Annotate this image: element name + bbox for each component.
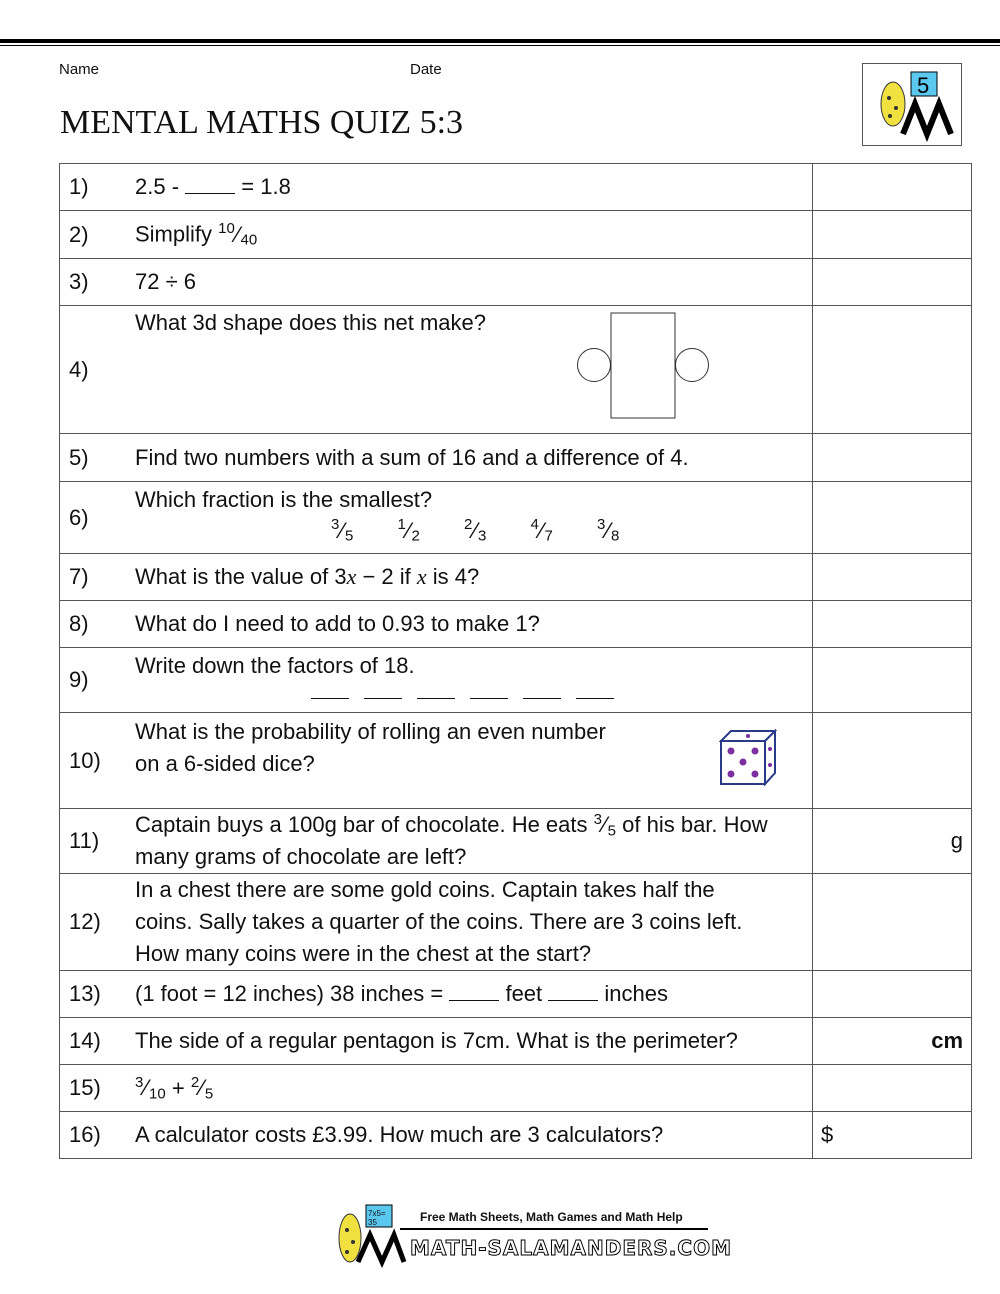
- answer-box[interactable]: [813, 1018, 972, 1065]
- fraction: $^3$⁄8: [597, 516, 620, 545]
- question-number: 3): [60, 259, 136, 306]
- fraction-options: [135, 513, 812, 547]
- q7-part-b: − 2 if: [356, 564, 417, 589]
- question-number: 12): [60, 874, 136, 971]
- q13-part-a: (1 foot = 12 inches) 38 inches =: [135, 981, 444, 1006]
- quiz-table: [59, 163, 972, 1159]
- q10-line1: What is the probability of rolling an even number: [135, 719, 606, 744]
- unit-label: g: [950, 828, 963, 853]
- question-number: 10): [60, 713, 136, 809]
- answer-box[interactable]: [813, 648, 972, 713]
- footer-logo: [330, 1200, 732, 1270]
- answer-box[interactable]: [813, 971, 972, 1018]
- logo-grade-number: 5: [917, 73, 930, 98]
- dice-icon: [719, 729, 777, 787]
- question-text: [135, 648, 813, 713]
- answer-box[interactable]: [813, 306, 972, 434]
- question-text: A calculator costs £3.99. How much are 3 calculators?: [135, 1112, 813, 1159]
- question-text: [135, 164, 813, 211]
- variable: x: [416, 564, 427, 589]
- fraction: $^2$⁄5: [190, 1073, 214, 1103]
- q7-part-a: What is the value of 3: [135, 564, 347, 589]
- question-text: [135, 1065, 813, 1112]
- q9-text: Write down the factors of 18.: [135, 653, 415, 678]
- question-text: [135, 874, 813, 971]
- question-text: [135, 809, 813, 874]
- question-number: 5): [60, 434, 136, 482]
- q2-text: Simplify: [135, 221, 213, 247]
- footer-board-text: 7x5= 35: [368, 1209, 386, 1227]
- q7-part-c: is 4?: [426, 564, 480, 589]
- fraction: $^3$⁄5: [593, 810, 617, 839]
- question-text: [135, 211, 813, 259]
- table-row: [60, 164, 972, 211]
- answer-box[interactable]: [813, 434, 972, 482]
- question-text: [135, 971, 813, 1018]
- q12-line3: How many coins were in the chest at the start?: [135, 941, 592, 966]
- salamander-logo: [862, 63, 962, 146]
- unit-label: cm: [931, 1028, 963, 1053]
- fraction: $^3$⁄10: [135, 1073, 166, 1103]
- question-number: 16): [60, 1112, 136, 1159]
- question-number: 9): [60, 648, 136, 713]
- q13-part-c: inches: [604, 981, 668, 1006]
- table-row: [60, 1018, 972, 1065]
- answer-box[interactable]: [813, 601, 972, 648]
- cylinder-net-diagram: [577, 312, 713, 420]
- question-number: 13): [60, 971, 136, 1018]
- question-text: Find two numbers with a sum of 16 and a difference of 4.: [135, 434, 813, 482]
- footer-site-name[interactable]: MATH-SALAMANDERS.COM: [410, 1236, 732, 1260]
- question-text: [135, 482, 813, 554]
- unit-label: $: [821, 1122, 834, 1147]
- fraction: $^4$⁄7: [530, 516, 553, 545]
- question-text: [135, 306, 813, 434]
- q11-line2: many grams of chocolate are left?: [135, 844, 467, 869]
- top-rule: [0, 39, 1000, 43]
- q11-part-b: of his bar. How: [622, 812, 768, 837]
- answer-box[interactable]: [813, 482, 972, 554]
- question-text: What do I need to add to 0.93 to make 1?: [135, 601, 813, 648]
- table-row: [60, 648, 972, 713]
- q10-line2: on a 6-sided dice?: [135, 751, 315, 776]
- answer-box[interactable]: [813, 211, 972, 259]
- table-row: [60, 482, 972, 554]
- top-rule-thin: [0, 45, 1000, 46]
- answer-box[interactable]: [813, 874, 972, 971]
- fraction: $^{10}$⁄40: [218, 220, 258, 249]
- answer-box[interactable]: [813, 259, 972, 306]
- answer-box[interactable]: [813, 164, 972, 211]
- table-row: [60, 713, 972, 809]
- answer-box[interactable]: [813, 1065, 972, 1112]
- table-row: [60, 306, 972, 434]
- q12-line1: In a chest there are some gold coins. Captain takes half the: [135, 877, 715, 902]
- name-label: Name: [59, 61, 100, 78]
- question-number: 15): [60, 1065, 136, 1112]
- q1-part-a: 2.5 -: [135, 174, 180, 199]
- table-row: [60, 809, 972, 874]
- footer-tagline: Free Math Sheets, Math Games and Math Help: [420, 1210, 683, 1224]
- table-row: [60, 554, 972, 601]
- table-row: [60, 601, 972, 648]
- q1-part-b: = 1.8: [241, 174, 291, 199]
- question-text: [135, 713, 813, 809]
- fraction: $^3$⁄5: [331, 516, 354, 545]
- answer-box[interactable]: [813, 554, 972, 601]
- question-text: The side of a regular pentagon is 7cm. What is the perimeter?: [135, 1018, 813, 1065]
- question-number: 11): [60, 809, 136, 874]
- variable: x: [346, 564, 357, 589]
- table-row: [60, 259, 972, 306]
- q4-text: What 3d shape does this net make?: [135, 310, 486, 335]
- question-number: 4): [60, 306, 136, 434]
- question-number: 2): [60, 211, 136, 259]
- q6-text: Which fraction is the smallest?: [135, 487, 433, 513]
- question-number: 14): [60, 1018, 136, 1065]
- answer-box[interactable]: [813, 809, 972, 874]
- page-title: MENTAL MATHS QUIZ 5:3: [60, 104, 464, 141]
- date-label: Date: [410, 61, 442, 78]
- answer-box[interactable]: [813, 1112, 972, 1159]
- fraction: $^2$⁄3: [464, 516, 487, 545]
- question-number: 6): [60, 482, 136, 554]
- question-number: 8): [60, 601, 136, 648]
- answer-box[interactable]: [813, 713, 972, 809]
- table-row: [60, 971, 972, 1018]
- q13-part-b: feet: [505, 981, 543, 1006]
- answer-blank: [185, 192, 235, 194]
- factor-blanks: [135, 679, 812, 707]
- fraction: $^1$⁄2: [397, 516, 420, 545]
- question-text: 72 ÷ 6: [135, 259, 813, 306]
- q11-part-a: Captain buys a 100g bar of chocolate. He eats: [135, 812, 588, 837]
- table-row: [60, 874, 972, 971]
- table-row: [60, 434, 972, 482]
- q12-line2: coins. Sally takes a quarter of the coins. There are 3 coins left.: [135, 909, 743, 934]
- table-row: [60, 1065, 972, 1112]
- question-text: [135, 554, 813, 601]
- question-number: 7): [60, 554, 136, 601]
- table-row: [60, 1112, 972, 1159]
- question-number: 1): [60, 164, 136, 211]
- table-row: [60, 211, 972, 259]
- plus-sign: +: [171, 1075, 185, 1101]
